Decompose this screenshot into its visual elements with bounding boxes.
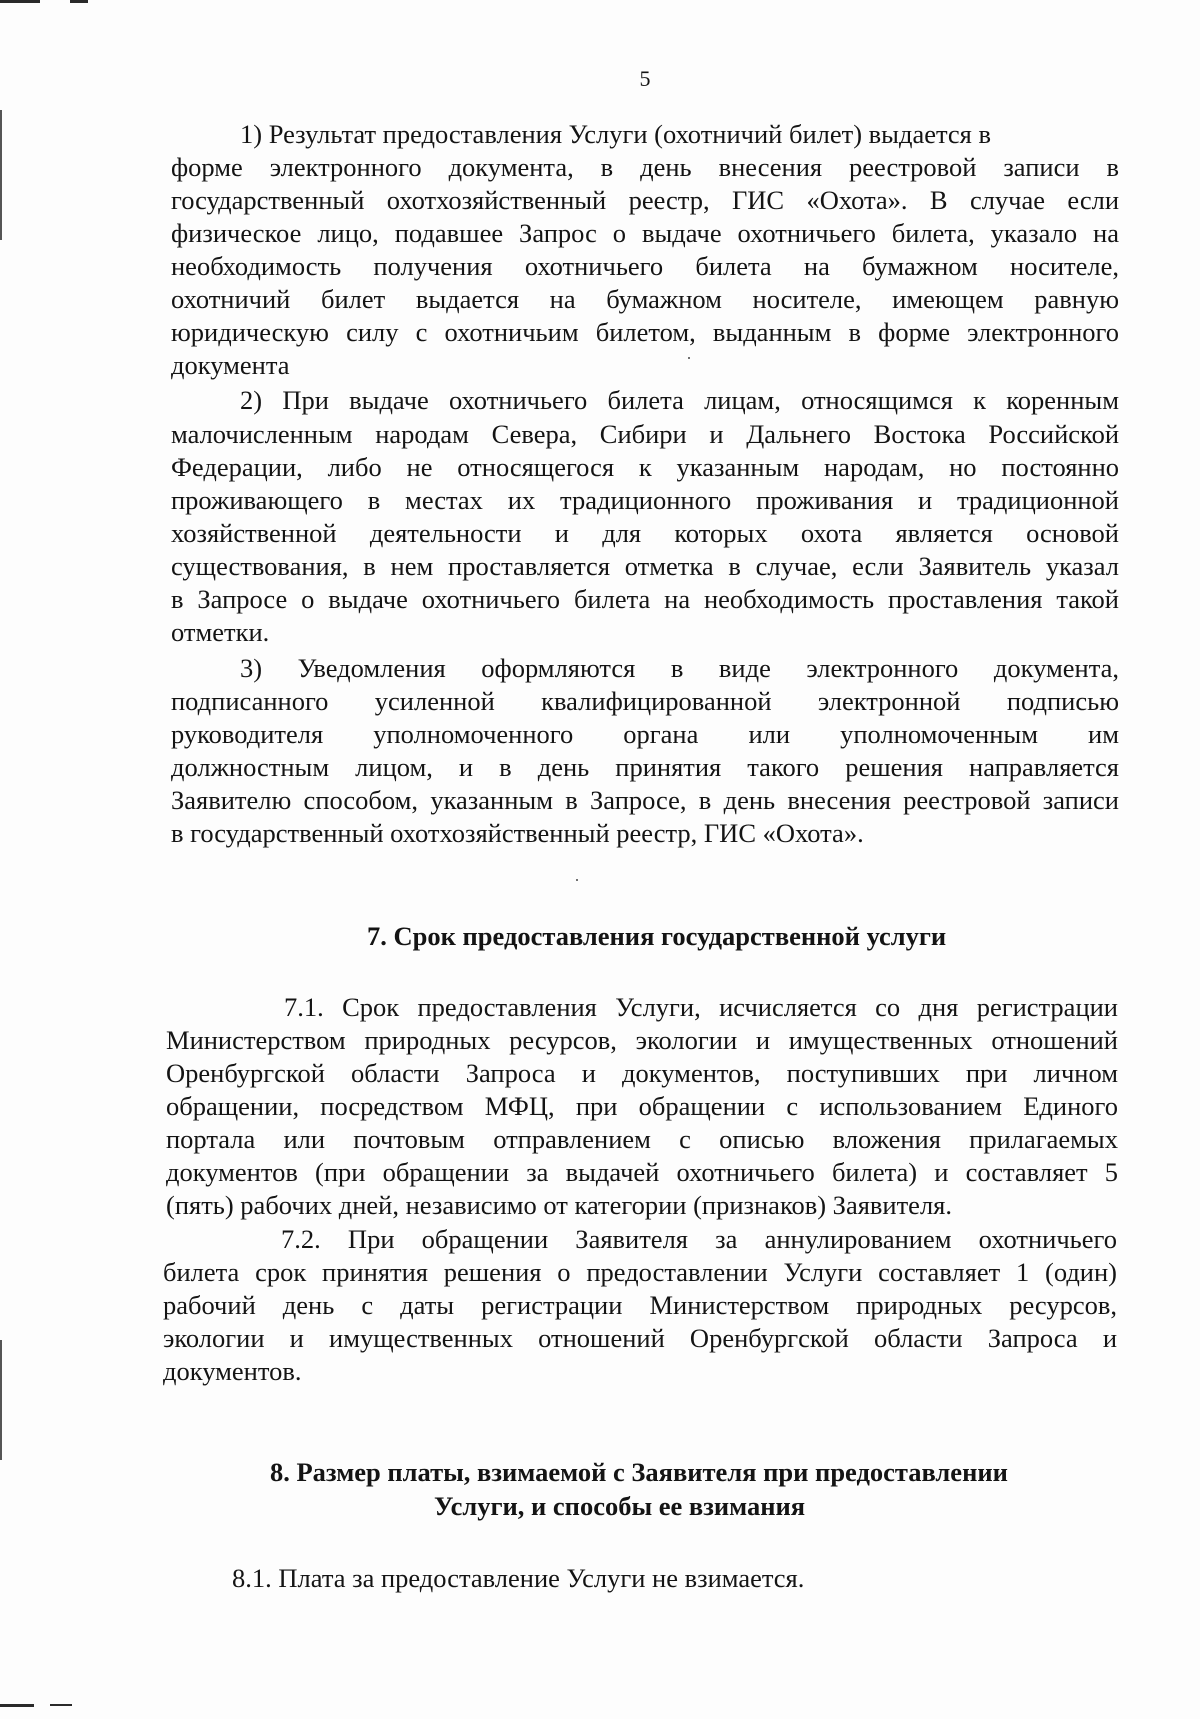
paragraph-line: 8.1. Плата за предоставление Услуги не взимается. — [232, 1563, 805, 1593]
scan-edge-mark — [0, 0, 40, 3]
paragraph-line: форме электронного документа, в день внесения реестровой записи в — [171, 152, 1119, 182]
paragraph-line: 3) Уведомления оформляются в виде электронного документа, — [240, 653, 1119, 683]
paragraph-line: государственный охотхозяйственный реестр, ГИС «Охота». В случае если — [171, 185, 1119, 215]
paragraph-line: подписанного усиленной квалифицированной электронной подписью — [171, 686, 1119, 716]
paragraph-line: физическое лицо, подавшее Запрос о выдаче охотничьего билета, указало на — [171, 218, 1119, 248]
paragraph-line: юридическую силу с охотничьим билетом, выданным в форме электронного — [171, 317, 1119, 347]
paragraph-line: Федерации, либо не относящегося к указанным народам, но постоянно — [171, 452, 1119, 482]
paragraph-line: Заявителю способом, указанным в Запросе, в день внесения реестровой записи — [171, 785, 1119, 815]
paragraph-line: (пять) рабочих дней, независимо от категории (признаков) Заявителя. — [166, 1190, 952, 1220]
paragraph-line: рабочий день с даты регистрации Министерством природных ресурсов, — [163, 1290, 1117, 1320]
page-number: 5 — [639, 66, 651, 91]
paragraph-line: 1) Результат предоставления Услуги (охотничий билет) выдается в — [240, 119, 991, 149]
paragraph-line: 7.2. При обращении Заявителя за аннулированием охотничьего — [281, 1224, 1117, 1254]
paragraph-line: обращении, посредством МФЦ, при обращении с использованием Единого — [166, 1091, 1118, 1121]
paragraph-line: 2) При выдаче охотничьего билета лицам, относящимся к коренным — [240, 385, 1119, 415]
section-heading: Услуги, и способы ее взимания — [434, 1491, 806, 1521]
paragraph-line: должностным лицом, и в день принятия такого решения направляется — [171, 752, 1119, 782]
paragraph-line: необходимость получения охотничьего билета на бумажном носителе, — [171, 251, 1119, 281]
paragraph-line: портала или почтовым отправлением с описью вложения прилагаемых — [166, 1124, 1118, 1154]
paragraph-line: хозяйственной деятельности и для которых охота является основой — [171, 518, 1119, 548]
paragraph-line: малочисленным народам Севера, Сибири и Дальнего Востока Российской — [171, 419, 1119, 449]
paragraph-line: охотничий билет выдается на бумажном носителе, имеющем равную — [171, 284, 1119, 314]
paragraph-line: отметки. — [171, 617, 270, 647]
scan-edge-mark — [50, 1704, 72, 1706]
scan-speck — [576, 879, 578, 881]
section-heading: 8. Размер платы, взимаемой с Заявителя при предоставлении — [270, 1457, 1008, 1487]
paragraph-line: в государственный охотхозяйственный реестр, ГИС «Охота». — [171, 818, 864, 848]
paragraph-line: Оренбургской области Запроса и документов, поступивших при личном — [166, 1058, 1118, 1088]
scan-edge-mark — [70, 0, 88, 3]
paragraph-line: проживающего в местах их традиционного проживания и традиционной — [171, 485, 1119, 515]
paragraph-line: документов (при обращении за выдачей охотничьего билета) и составляет 5 — [166, 1157, 1118, 1187]
paragraph-line: билета срок принятия решения о предоставлении Услуги составляет 1 (один) — [163, 1257, 1117, 1287]
scan-speck — [688, 357, 690, 359]
paragraph-line: документов. — [163, 1356, 302, 1386]
paragraph-line: документа — [171, 350, 290, 380]
scan-edge-mark — [0, 1340, 2, 1460]
paragraph-line: существования, в нем проставляется отметка в случае, если Заявитель указал — [171, 551, 1119, 581]
paragraph-line: Министерством природных ресурсов, экологии и имущественных отношений — [166, 1025, 1118, 1055]
section-heading: 7. Срок предоставления государственной услуги — [367, 921, 947, 951]
paragraph-line: экологии и имущественных отношений Оренбургской области Запроса и — [163, 1323, 1117, 1353]
paragraph-line: руководителя уполномоченного органа или уполномоченным им — [171, 719, 1119, 749]
scan-edge-mark — [0, 110, 2, 240]
paragraph-line: 7.1. Срок предоставления Услуги, исчисляется со дня регистрации — [284, 992, 1118, 1022]
scan-edge-mark — [0, 1704, 34, 1707]
paragraph-line: в Запросе о выдаче охотничьего билета на необходимость проставления такой — [171, 584, 1119, 614]
